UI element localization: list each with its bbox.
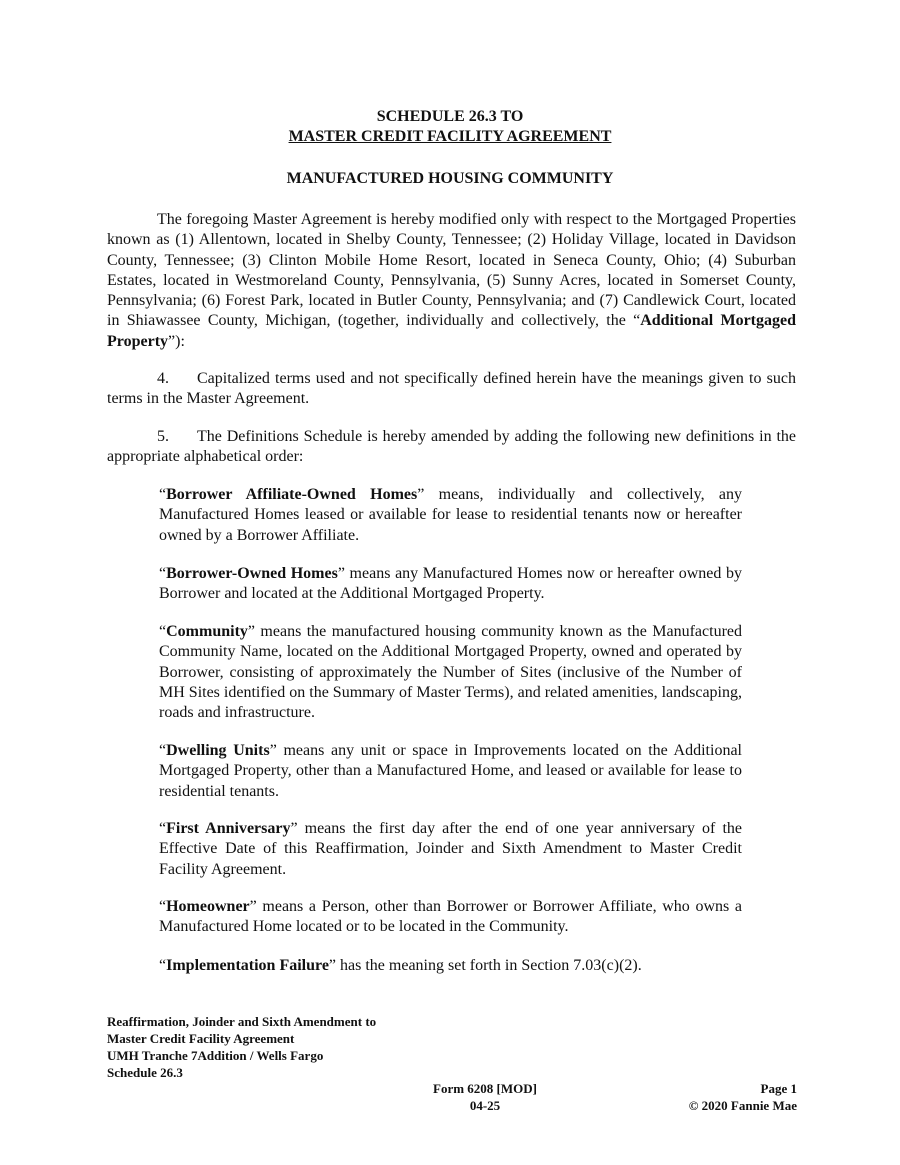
definition-text: ” means the manufactured housing community known as the Manufactured Community Name, located on the Additional Mortgaged Property, owned and operated by Borrower, consisting of approximately the Number of Sites (inclusive of the Number of MH Sites identified on the Summary of Master Terms), and related amenities, landscaping, roads and infrastructure.	[159, 623, 742, 722]
definition-item: “Dwelling Units” means any unit or space in Improvements located on the Additional Mortgaged Property, other than a Manufactured Home, and leased or available for lease to residential tenants.	[159, 742, 742, 800]
footer-form-info	[405, 1080, 565, 1114]
section-number: 5.	[157, 428, 169, 445]
definition-text: ” means any unit or space in Improvements located on the Additional Mortgaged Property, other than a Manufactured Home, and leased or available for lease to residential tenants.	[159, 742, 742, 800]
definition-item: “Borrower Affiliate-Owned Homes” means, individually and collectively, any Manufactured Homes leased or available for lease to residential tenants now or hereafter owned by a Borrower Affiliate.	[159, 486, 742, 544]
intro-paragraph	[107, 210, 796, 352]
footer-line: UMH Tranche 7Addition / Wells Fargo	[107, 1048, 324, 1063]
section-text: Capitalized terms used and not specifically defined herein have the meanings given to such terms in the Master Agreement.	[107, 370, 796, 408]
definition-text: ” means, individually and collectively, any Manufactured Homes leased or available for lease to residential tenants now or hereafter owned by a Borrower Affiliate.	[159, 486, 742, 544]
form-date: 04-25	[469, 1098, 501, 1113]
section-4-paragraph	[107, 369, 796, 410]
definition-term: First Anniversary	[166, 820, 291, 837]
definition-text: ” has the meaning set forth in Section 7.03(c)(2).	[328, 957, 642, 974]
definition-term: Dwelling Units	[166, 742, 270, 759]
intro-end: ”):	[168, 332, 185, 350]
agreement-title: MASTER CREDIT FACILITY AGREEMENT	[288, 128, 612, 145]
definition-item: “Borrower-Owned Homes” means any Manufactured Homes now or hereafter owned by Borrower and located at the Additional Mortgaged Property.	[159, 565, 743, 603]
copyright: © 2020 Fannie Mae	[688, 1098, 797, 1113]
section-subtitle: MANUFACTURED HOUSING COMMUNITY	[286, 170, 614, 187]
definition-item: “Implementation Failure” has the meaning set forth in Section 7.03(c)(2).	[159, 957, 642, 974]
page-number: Page 1	[760, 1081, 797, 1096]
definition-item: “Homeowner” means a Person, other than Borrower or Borrower Affiliate, who owns a Manufactured Home located or to be located in the Community.	[159, 898, 742, 936]
section-text: The Definitions Schedule is hereby amended by adding the following new definitions in the appropriate alphabetical order:	[107, 428, 796, 466]
definition-text: ” means a Person, other than Borrower or Borrower Affiliate, who owns a Manufactured Home located or to be located in the Community.	[159, 898, 742, 936]
section-number: 4.	[157, 370, 169, 387]
form-number: Form 6208 [MOD]	[433, 1081, 537, 1096]
intro-text: The foregoing Master Agreement is hereby modified only with respect to the Mortgaged Properties known as (1) Allentown, located in Shelby County, Tennessee; (2) Holiday Village, located in Davidson County, Tennessee; (3) Clinton Mobile Home Resort, located in Seneca County, Ohio; (4) Suburban Estates, located in Westmoreland County, Pennsylvania, (5) Sunny Acres, located in Somerset County, Pennsylvania; (6) Forest Park, located in Butler County, Pennsylvania; and (7) Candlewick Court, located in Shiawassee County, Michigan, (together, individually and collectively, the “	[107, 211, 796, 330]
footer-line: Reaffirmation, Joinder and Sixth Amendment to	[107, 1014, 377, 1029]
definition-term: Borrower-Owned Homes	[166, 565, 338, 582]
footer-document-info	[107, 1013, 376, 1081]
definition-term: Community	[166, 623, 248, 640]
definition-term: Implementation Failure	[166, 957, 329, 974]
definition-text: ” means any Manufactured Homes now or hereafter owned by Borrower and located at the Additional Mortgaged Property.	[159, 565, 743, 603]
section-5-paragraph	[107, 427, 796, 468]
schedule-title: SCHEDULE 26.3 TO	[376, 108, 524, 125]
definition-term: Homeowner	[166, 898, 250, 915]
footer-line: Schedule 26.3	[107, 1065, 183, 1080]
definition-item: “First Anniversary” means the first day after the end of one year anniversary of the Effective Date of this Reaffirmation, Joinder and Sixth Amendment to Master Credit Facility Agreement.	[159, 820, 742, 878]
definition-text: ” means the first day after the end of one year anniversary of the Effective Date of this Reaffirmation, Joinder and Sixth Amendment to Master Credit Facility Agreement.	[159, 820, 742, 878]
footer-line: Master Credit Facility Agreement	[107, 1031, 295, 1046]
footer-page-info	[640, 1080, 797, 1114]
definition-term: Borrower Affiliate-Owned Homes	[166, 486, 418, 503]
definition-item: “Community” means the manufactured housing community known as the Manufactured Community Name, located on the Additional Mortgaged Property, owned and operated by Borrower, consisting of approximately the Number of Sites (inclusive of the Number of MH Sites identified on the Summary of Master Terms), and related amenities, landscaping, roads and infrastructure.	[159, 623, 742, 722]
intro-defined-term: Additional Mortgaged Property	[107, 312, 796, 350]
